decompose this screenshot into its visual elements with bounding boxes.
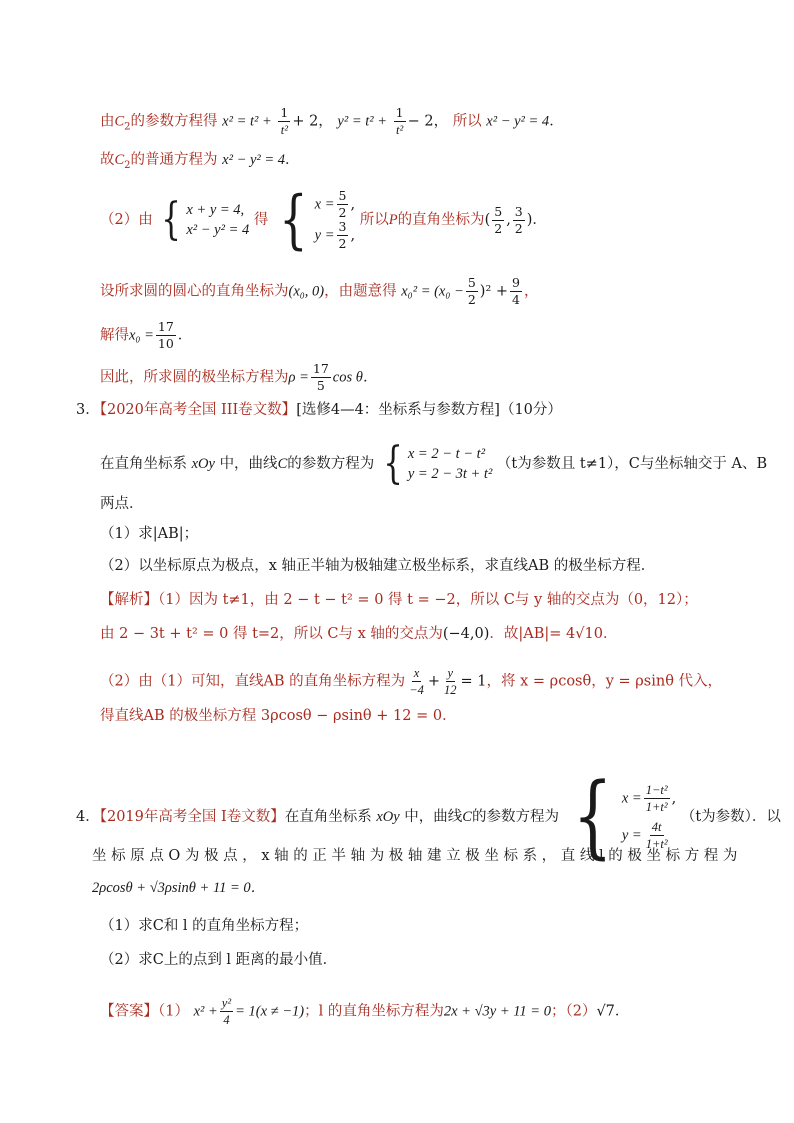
question-3-part-2: （2）以坐标原点为极点，x 轴正半轴为极轴建立极坐标系，求直线AB 的极坐标方程． xyxy=(100,558,656,574)
question-source: 【2019年高考全国 I卷文数】 xyxy=(99,809,285,825)
question-4-polar-equation: 2ρcosθ + √3ρsinθ + 11 = 0． xyxy=(92,880,266,896)
question-3-header: 3．【2020年高考全国 III卷文数】[选修4—4：坐标系与参数方程]（10分） xyxy=(76,402,562,418)
equation-system: { x + y = 4, x² − y² = 4 xyxy=(161,194,250,245)
parametric-system: { x = $\frac{\text{1−t²}}{\text{1+t²}}$ , y = $\frac{4t}{\text{1+t²}}$ xyxy=(572,764,677,869)
parametric-system: { x = 2 − t − t² y = 2 − 3t + t² xyxy=(383,438,493,489)
question-3-stem-cont: 两点． xyxy=(100,496,144,512)
fraction: $\frac{1}{\text{t²}}$ xyxy=(280,105,289,137)
solution-label: 【解析】 xyxy=(100,592,158,608)
question-3-solution-1: 【解析】（1）因为 t≠1，由 2 − t − t² = 0 得 t = −2，所以 C与 y 轴的交点为（0，12）； xyxy=(100,592,698,608)
question-3-solution-3: （2）由（1）可知，直线AB 的直角坐标方程为 $\frac{x}{-4}$ + $\frac{y}{12}$ = 1，将 x = ρcosθ，y = ρsinθ 代入， xyxy=(100,666,723,697)
answer-label: 【答案】 xyxy=(100,1003,158,1020)
question-3-solution-4: 得直线AB 的极坐标方程 3ρcosθ − ρsinθ + 12 = 0． xyxy=(100,708,457,724)
question-4-stem: 4．【2019年高考全国 I卷文数】在直角坐标系 xOy 中，曲线C的参数方程为 { x = $\frac{\text{1−t²}}{\text{1+t²}}$ , y = $\frac{4t}{\text{1+t²}}$ （t为参数）．以 xyxy=(76,764,781,869)
solution-line-2: 故$C_2$的普通方程为 x² − y² = 4． xyxy=(100,152,300,171)
solution-line-6: 因此，所求圆的极坐标方程为ρ = $\frac{17}{5}$ cos θ． xyxy=(100,361,378,393)
question-3-stem: 在直角坐标系 xOy 中，曲线C的参数方程为 { x = 2 − t − t² y = 2 − 3t + t² （t为参数且 t≠1），C与坐标轴交于 A、B xyxy=(100,438,768,489)
question-3-part-1: （1）求|AB|； xyxy=(100,526,199,542)
solution-line-1: 由$C_2$的参数方程得 x² = t² + $\frac{1}{\text{t²}}$ + 2， y² = t² + $\frac{1}{\text{t²}}$ − 2， 所以 x² − y² = 4． xyxy=(100,105,564,137)
solution-line-5: 解得x₀ = $\frac{17}{10}$ ． xyxy=(100,319,193,351)
solution-system: { x = $\frac{5}{2}$ , y = $\frac{3}{2}$ , xyxy=(279,183,356,257)
question-source: 【2020年高考全国 III卷文数】 xyxy=(99,402,297,418)
solution-line-4: 设所求圆的圆心的直角坐标为(x₀, 0)，由题意得 x₀² = (x₀ − $\frac{5}{2}$ )² + $\frac{9}{4}$ ， xyxy=(100,275,539,307)
question-4-answer: 【答案】（1） x² + $\frac{\text{y²}}{4}$ = 1(x ≠ −1)；l 的直角坐标方程为2x + √3y + 11 = 0；（2）√7． xyxy=(100,996,630,1027)
question-4-part-2: （2）求C上的点到 l 距离的最小值． xyxy=(100,952,338,968)
question-4-part-1: （1）求C和 l 的直角坐标方程； xyxy=(100,918,309,934)
fraction: $\frac{1}{\text{t²}}$ xyxy=(395,105,404,137)
question-3-solution-2: 由 2 − 3t + t² = 0 得 t=2，所以 C与 x 轴的交点为(−4,0)．故|AB|= 4√10． xyxy=(100,626,618,642)
solution-line-3: （2）由 { x + y = 4, x² − y² = 4 得 { x = $\frac{5}{2}$ , y = $\frac{3}{2}$ , 所以P的直角坐标为( $\frac{5}{2}$ , $\frac{3}{2}$ )． xyxy=(100,183,547,257)
question-4-stem-cont: 坐 标 原 点 O 为 极 点 ， x 轴 的 正 半 轴 为 极 轴 建 立 极 坐 标 系 ， 直 线 l 的 极 坐 标 方 程 为 xyxy=(92,848,738,864)
